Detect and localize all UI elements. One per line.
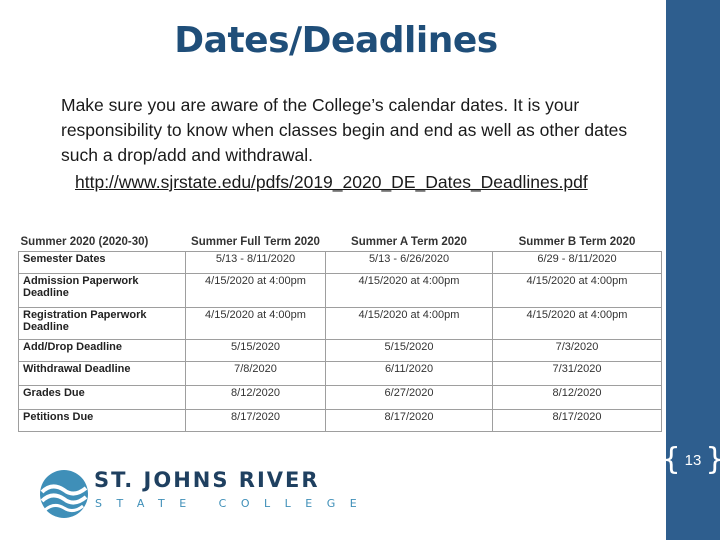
table-row (19, 410, 662, 432)
table-cell: 5/15/2020 (326, 340, 493, 362)
page-number-box (661, 440, 724, 480)
table-cell: 7/3/2020 (493, 340, 662, 362)
table-cell: Petitions Due (19, 410, 186, 432)
left-bracket-icon: { (661, 442, 681, 477)
table-cell: 5/13 - 6/26/2020 (326, 252, 493, 274)
table-cell: Semester Dates (19, 252, 186, 274)
logo-name: ST. JOHNS RIVER (94, 468, 320, 492)
right-bracket-icon: } (705, 442, 724, 477)
table-row (19, 274, 662, 308)
table-cell: 8/17/2020 (326, 410, 493, 432)
table-cell: Withdrawal Deadline (19, 362, 186, 386)
table-row (19, 308, 662, 340)
slide-title: Dates/Deadlines (174, 20, 498, 61)
table-cell: Admission Paperwork Deadline (19, 274, 186, 308)
table-row (19, 252, 662, 274)
table-cell: Registration Paperwork Deadline (19, 308, 186, 340)
table-header-cell: Summer Full Term 2020 (191, 236, 320, 248)
table-header-cell: Summer B Term 2020 (518, 236, 636, 248)
table-cell: 8/17/2020 (186, 410, 326, 432)
table-cell: 6/29 - 8/11/2020 (493, 252, 662, 274)
table-row (19, 340, 662, 362)
table-cell: 4/15/2020 at 4:00pm (493, 308, 662, 340)
table-row (19, 362, 662, 386)
deadlines-link[interactable]: http://www.sjrstate.edu/pdfs/2019_2020_DE_Dates_Deadlines.pdf (75, 172, 588, 192)
table-cell: 8/17/2020 (493, 410, 662, 432)
wave-logo-icon (38, 468, 90, 520)
table-cell: 6/27/2020 (326, 386, 493, 410)
table-header-row (19, 235, 662, 252)
table-cell: 4/15/2020 at 4:00pm (186, 308, 326, 340)
logo-subtitle: STATE COLLEGE (95, 497, 372, 510)
table-cell: 4/15/2020 at 4:00pm (186, 274, 326, 308)
table-cell: Add/Drop Deadline (19, 340, 186, 362)
table-header-cell: Summer A Term 2020 (351, 236, 467, 248)
body-text: Make sure you are aware of the College’s calendar dates. It is your responsibility to know when classes begin and end as well as other dates such a drop/add and withdrawal. (61, 95, 628, 165)
table-row (19, 386, 662, 410)
deadlines-table (18, 235, 661, 440)
table-cell: 8/12/2020 (186, 386, 326, 410)
table-cell: 6/11/2020 (326, 362, 493, 386)
table-cell: 7/31/2020 (493, 362, 662, 386)
table-cell: Grades Due (19, 386, 186, 410)
table-cell: 5/15/2020 (186, 340, 326, 362)
table-cell: 4/15/2020 at 4:00pm (493, 274, 662, 308)
table-cell: 8/12/2020 (493, 386, 662, 410)
table-cell: 7/8/2020 (186, 362, 326, 386)
college-logo (38, 466, 372, 522)
table-cell: 4/15/2020 at 4:00pm (326, 274, 493, 308)
page-number: 13 (684, 451, 702, 469)
table-header-cell: Summer 2020 (2020-30) (20, 236, 149, 248)
table-cell: 4/15/2020 at 4:00pm (326, 308, 493, 340)
table-cell: 5/13 - 8/11/2020 (186, 252, 326, 274)
